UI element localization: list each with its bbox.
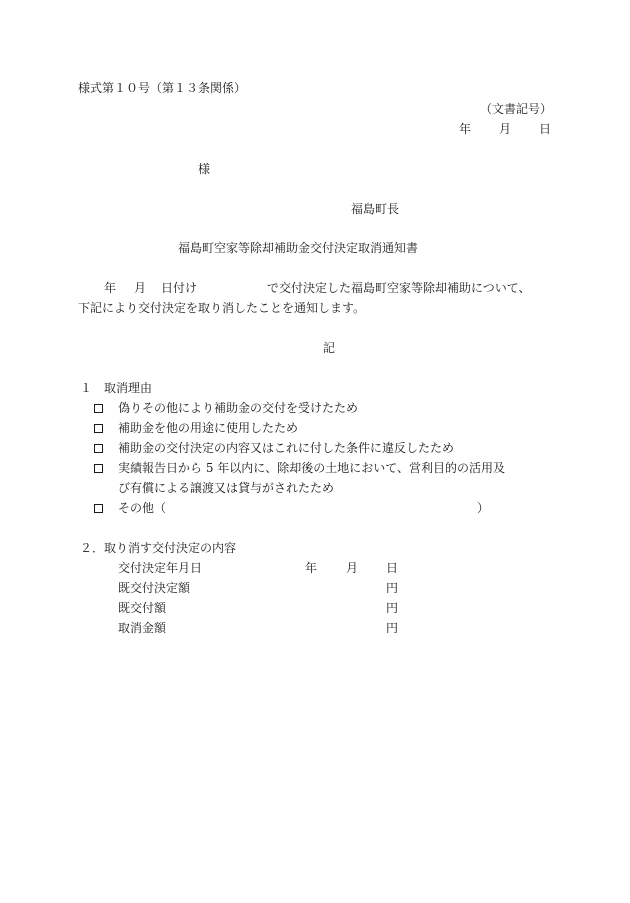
reason-other-label: その他（ — [118, 501, 167, 515]
amount-row-unit: 円 — [386, 601, 399, 615]
date-year: 年 — [459, 122, 472, 136]
checkbox-reason-2[interactable] — [94, 424, 103, 433]
amount-row-label: 既交付額 — [118, 601, 167, 615]
reason-1-label: 偽りその他により補助金の交付を受けたため — [118, 401, 359, 415]
checkbox-reason-other[interactable] — [94, 504, 103, 513]
checkbox-reason-3[interactable] — [94, 444, 103, 453]
date-day: 日 — [539, 122, 552, 136]
date-month: 月 — [499, 122, 512, 136]
checkbox-reason-4[interactable] — [94, 464, 103, 473]
body-day: 日付け — [161, 281, 198, 295]
body-month: 月 — [134, 281, 147, 295]
reason-4-label: 実績報告日から 5 年以内に、除却後の土地において、営利目的の活用及 — [118, 461, 506, 475]
body-year: 年 — [104, 281, 117, 295]
decision-date-month: 月 — [346, 561, 359, 575]
reason-other-close: ） — [477, 501, 490, 515]
decision-date-year: 年 — [305, 561, 318, 575]
reason-3-label: 補助金の交付決定の内容又はこれに付した条件に違反したため — [118, 441, 455, 455]
decision-date-day: 日 — [386, 561, 399, 575]
reason-2-label: 補助金を他の用途に使用したため — [118, 421, 299, 435]
form-number: 様式第１０号（第１３条関係） — [78, 81, 247, 95]
body-line2: 下記により交付決定を取り消したことを通知します。 — [78, 301, 366, 315]
body-line1: で交付決定した福島町空家等除却補助について、 — [267, 281, 531, 295]
amount-row-label: 既交付決定額 — [118, 581, 191, 595]
amount-row-unit: 円 — [386, 621, 399, 635]
addressee-suffix: 様 — [198, 162, 211, 176]
document-title: 福島町空家等除却補助金交付決定取消通知書 — [178, 241, 419, 255]
checkbox-reason-1[interactable] — [94, 404, 103, 413]
decision-date-label: 交付決定年月日 — [118, 561, 203, 575]
document-number: （文書記号） — [480, 102, 553, 116]
ki-heading: 記 — [323, 341, 336, 355]
section1-heading: １ 取消理由 — [80, 381, 153, 395]
section2-heading: ２．取り消す交付決定の内容 — [80, 541, 237, 555]
issuer: 福島町長 — [351, 202, 400, 216]
reason-4-label-cont: び有償による譲渡又は貸与がされたため — [118, 481, 335, 495]
amount-row-label: 取消金額 — [118, 621, 167, 635]
amount-row-unit: 円 — [386, 581, 399, 595]
